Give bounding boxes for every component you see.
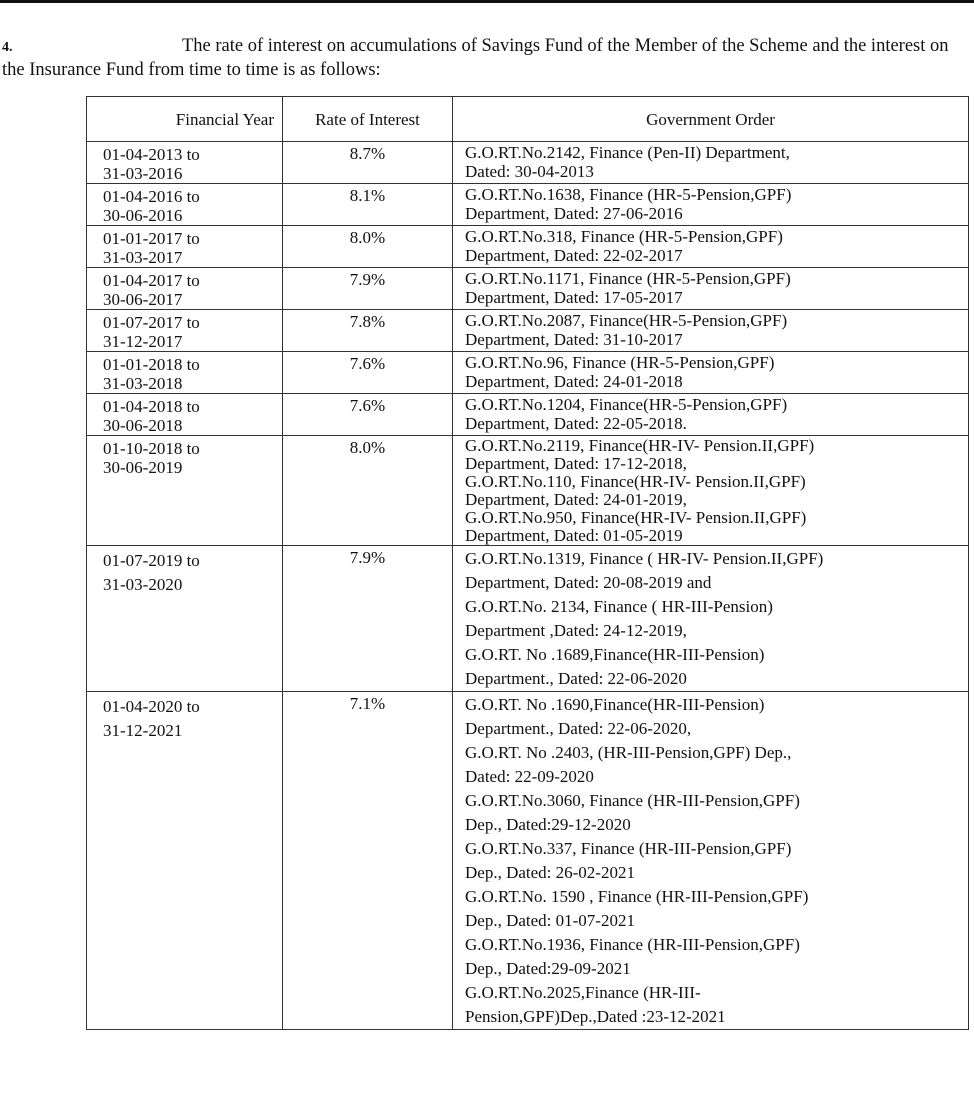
paragraph-number: 4. (2, 39, 13, 55)
government-order-line: Dep., Dated: 01-07-2021 (465, 911, 635, 930)
government-order-line: G.O.RT.No.96, Finance (HR-5-Pension,GPF) (465, 353, 775, 372)
rate-of-interest-cell: 7.6% (283, 394, 453, 436)
header-government-order: Government Order (453, 97, 969, 142)
government-order-line: G.O.RT. No .2403, (HR-III-Pension,GPF) Dep., (465, 743, 792, 762)
financial-year-line: 30-06-2017 (103, 290, 183, 309)
government-order-line: G.O.RT.No.1936, Finance (HR-III-Pension,GPF) (465, 935, 800, 954)
government-order-cell (453, 352, 969, 394)
financial-year-cell (87, 268, 283, 310)
government-order-line: Department, Dated: 22-02-2017 (465, 246, 683, 265)
table-row (87, 394, 969, 436)
financial-year-line: 01-04-2016 to (103, 187, 200, 206)
financial-year-line: 01-04-2017 to (103, 271, 200, 290)
government-order-cell (453, 436, 969, 546)
government-order-line: G.O.RT. No .1690,Finance(HR-III-Pension) (465, 695, 765, 714)
financial-year-line: 31-03-2017 (103, 248, 183, 267)
rate-of-interest-cell: 7.9% (283, 546, 453, 692)
rate-of-interest-cell: 7.9% (283, 268, 453, 310)
government-order-line: Dep., Dated:29-12-2020 (465, 815, 631, 834)
paragraph-text: The rate of interest on accumulations of Savings Fund of the Member of the Scheme and the interest on the Insurance Fund from time to time is as follows: (2, 35, 949, 80)
table-row (87, 226, 969, 268)
government-order-line: Department, Dated: 24-01-2018 (465, 372, 683, 391)
government-order-line: Department ,Dated: 24-12-2019, (465, 621, 687, 640)
financial-year-line: 01-07-2017 to (103, 313, 200, 332)
header-financial-year: Financial Year (87, 97, 283, 142)
financial-year-line: 01-10-2018 to (103, 439, 200, 458)
government-order-line: G.O.RT.No.2025,Finance (HR-III- (465, 983, 701, 1002)
government-order-line: Department, Dated: 31-10-2017 (465, 330, 683, 349)
table-row (87, 184, 969, 226)
top-rule (0, 0, 974, 3)
financial-year-line: 01-04-2018 to (103, 397, 200, 416)
interest-rate-table (86, 96, 969, 1030)
financial-year-cell (87, 692, 283, 1030)
government-order-line: G.O.RT.No.1171, Finance (HR-5-Pension,GPF) (465, 269, 791, 288)
government-order-line: G.O.RT.No.950, Finance(HR-IV- Pension.II,GPF) (465, 508, 807, 527)
government-order-line: Department, Dated: 20-08-2019 and (465, 573, 712, 592)
table-row (87, 310, 969, 352)
financial-year-line: 31-12-2017 (103, 332, 183, 351)
government-order-line: Dep., Dated: 26-02-2021 (465, 863, 635, 882)
financial-year-line: 30-06-2016 (103, 206, 183, 225)
government-order-line: Department, Dated: 17-05-2017 (465, 288, 683, 307)
rate-of-interest-cell: 8.0% (283, 226, 453, 268)
government-order-cell (453, 184, 969, 226)
government-order-line: Dated: 22-09-2020 (465, 767, 594, 786)
government-order-line: G.O.RT.No.1319, Finance ( HR-IV- Pension.II,GPF) (465, 549, 824, 568)
financial-year-line: 31-03-2018 (103, 374, 183, 393)
financial-year-line: 31-03-2016 (103, 164, 183, 183)
government-order-line: G.O.RT.No.337, Finance (HR-III-Pension,GPF) (465, 839, 792, 858)
financial-year-cell (87, 394, 283, 436)
government-order-line: G.O.RT.No.318, Finance (HR-5-Pension,GPF) (465, 227, 783, 246)
government-order-line: G.O.RT.No.1638, Finance (HR-5-Pension,GPF) (465, 185, 792, 204)
financial-year-line: 01-07-2019 to (103, 551, 200, 570)
financial-year-line: 01-04-2013 to (103, 145, 200, 164)
rate-of-interest-cell: 7.6% (283, 352, 453, 394)
government-order-line: G.O.RT.No.110, Finance(HR-IV- Pension.II,GPF) (465, 472, 806, 491)
financial-year-cell (87, 184, 283, 226)
rate-of-interest-cell: 8.1% (283, 184, 453, 226)
government-order-line: Pension,GPF)Dep.,Dated :23-12-2021 (465, 1007, 726, 1026)
financial-year-cell (87, 310, 283, 352)
government-order-cell (453, 692, 969, 1030)
government-order-line: G.O.RT.No.2142, Finance (Pen-II) Department, (465, 143, 790, 162)
financial-year-line: 01-04-2020 to (103, 697, 200, 716)
financial-year-cell (87, 226, 283, 268)
government-order-line: Department., Dated: 22-06-2020, (465, 719, 692, 738)
rate-of-interest-cell: 7.1% (283, 692, 453, 1030)
financial-year-cell (87, 142, 283, 184)
financial-year-line: 31-03-2020 (103, 575, 183, 594)
government-order-line: Department, Dated: 17-12-2018, (465, 454, 687, 473)
government-order-cell (453, 268, 969, 310)
government-order-cell (453, 226, 969, 268)
rate-of-interest-cell: 7.8% (283, 310, 453, 352)
table-row (87, 142, 969, 184)
government-order-line: G.O.RT.No.1204, Finance(HR-5-Pension,GPF) (465, 395, 788, 414)
government-order-cell (453, 142, 969, 184)
government-order-line: G.O.RT.No.3060, Finance (HR-III-Pension,GPF) (465, 791, 800, 810)
government-order-line: Department, Dated: 01-05-2019 (465, 526, 683, 545)
government-order-cell (453, 310, 969, 352)
financial-year-line: 31-12-2021 (103, 721, 183, 740)
rate-of-interest-cell: 8.0% (283, 436, 453, 546)
financial-year-cell (87, 546, 283, 692)
table-row (87, 352, 969, 394)
financial-year-cell (87, 352, 283, 394)
government-order-cell (453, 394, 969, 436)
table-body (87, 142, 969, 1030)
financial-year-line: 30-06-2018 (103, 416, 183, 435)
government-order-line: Dated: 30-04-2013 (465, 162, 594, 181)
paragraph-4 (2, 35, 962, 81)
government-order-line: Department, Dated: 27-06-2016 (465, 204, 683, 223)
table-row (87, 436, 969, 546)
government-order-line: G.O.RT.No. 2134, Finance ( HR-III-Pension) (465, 597, 773, 616)
table-row (87, 546, 969, 692)
government-order-line: Department, Dated: 24-01-2019, (465, 490, 687, 509)
financial-year-cell (87, 436, 283, 546)
government-order-line: G.O.RT. No .1689,Finance(HR-III-Pension) (465, 645, 765, 664)
table-row (87, 268, 969, 310)
financial-year-line: 01-01-2018 to (103, 355, 200, 374)
government-order-line: G.O.RT.No. 1590 , Finance (HR-III-Pension,GPF) (465, 887, 809, 906)
government-order-line: Dep., Dated:29-09-2021 (465, 959, 631, 978)
government-order-line: Department., Dated: 22-06-2020 (465, 669, 687, 688)
table-row (87, 692, 969, 1030)
government-order-line: Department, Dated: 22-05-2018. (465, 414, 687, 433)
financial-year-line: 30-06-2019 (103, 458, 183, 477)
government-order-line: G.O.RT.No.2087, Finance(HR-5-Pension,GPF) (465, 311, 788, 330)
table-header-row (87, 97, 969, 142)
financial-year-line: 01-01-2017 to (103, 229, 200, 248)
government-order-cell (453, 546, 969, 692)
rate-of-interest-cell: 8.7% (283, 142, 453, 184)
government-order-line: G.O.RT.No.2119, Finance(HR-IV- Pension.II,GPF) (465, 436, 815, 455)
header-rate-of-interest: Rate of Interest (283, 97, 453, 142)
